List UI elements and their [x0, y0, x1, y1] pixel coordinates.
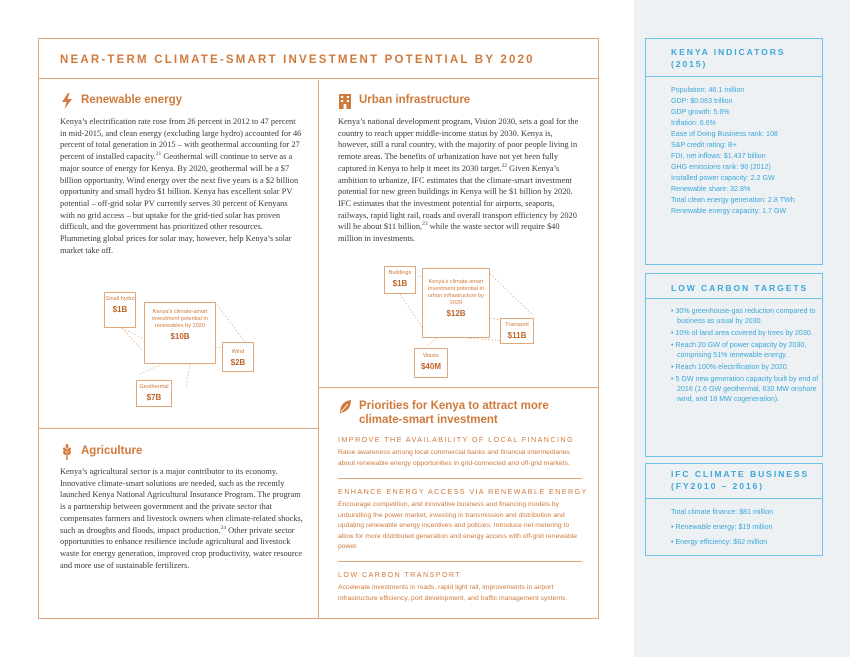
renewable-text-part2: Geothermal will continue to serve as a major source of energy for Kenya. By 2020, geothermal will be a $7 billion opportunity. Wind energy over the next five years is a $2 billion opportunity and small hydro $1 billion. Kenya has excellent solar PV potential – off-grid solar PV currently serves 30 percent of Kenyans with no grid access – but uptake for the grid-tied solar has proven difficult, and the government has prioritized other resources. Plummeting global prices for solar may, however, help Kenya’s solar market take off.	[60, 152, 299, 255]
priority-divider	[338, 478, 582, 479]
lightning-icon	[60, 93, 74, 109]
waste-box	[414, 348, 448, 378]
ifc-item: • Renewable energy: $19 million	[671, 523, 773, 531]
renewable-total-value: $10B	[170, 332, 190, 341]
agriculture-text	[60, 466, 304, 571]
small-hydro-label: Small hydro	[105, 296, 135, 302]
indicator-item: Renewable energy capacity: 1.7 GW	[671, 207, 787, 215]
indicator-item: Ease of Doing Business rank: 108	[671, 130, 778, 138]
renewable-title: Renewable energy	[81, 94, 182, 106]
agriculture-text-part1: Kenya’s agricultural sector is a major contributor to its economy. Innovative climate-smart solutions are needed, such as the recently launched Kenya National Agricultural Insurance Program. The program is a partnership between government and the private sector that compensates farmers and livestock owners when climate-related shocks, such as droughts and floods, impact production.	[60, 467, 303, 535]
small-hydro-box	[104, 292, 136, 328]
buildings-box	[384, 266, 416, 294]
indicators-list	[671, 85, 795, 217]
urban-text-part2: Given Kenya’s ambition to urbanize, IFC estimates that the climate-smart investment potential for new green buildings in Kenya will be $1 billion by 2020. IFC estimates that the investment potential for airports, seaports, railways, rapid light rail, roads and overall transport efficiency by 2020 will be about $11 billion,	[338, 163, 577, 232]
priority-text: Raise awareness among local commercial banks and financial intermediaries about renewable energy opportunities in grid-connected and off-grid markets.	[338, 449, 570, 467]
waste-label: Waste	[423, 353, 439, 359]
footnote-ref[interactable]: 24	[220, 524, 226, 531]
renewable-agriculture-divider	[39, 428, 318, 429]
column-divider	[318, 80, 319, 618]
urban-text	[338, 116, 584, 245]
small-hydro-value: $1B	[112, 305, 128, 314]
urban-title: Urban infrastructure	[359, 94, 471, 106]
indicators-title: KENYA INDICATORS (2015)	[671, 47, 786, 69]
transport-label: Transport	[505, 322, 529, 328]
targets-list	[671, 306, 821, 404]
priority-text: Encourage competition, and innovative business and financing models by unbundling the power market, investing in transmission and distribution and updating renewable energy incentives and policies. Introduce net metering to allow for more distributed generation and energy access with off-grid renewable power.	[338, 501, 578, 550]
priority-text: Accelerate investments in roads, rapid light rail, improvements in airport infrastructure efficiency, port development, and traffic management systems.	[338, 584, 568, 602]
priority-heading: ENHANCE ENERGY ACCESS VIA RENEWABLE ENERGY	[338, 487, 588, 496]
wind-label: Wind	[231, 349, 245, 355]
indicator-item: Population: 46.1 million	[671, 86, 745, 94]
targets-divider	[645, 298, 823, 299]
target-item: • Reach 20 GW of power capacity by 2030, comprising 51% renewable energy.	[671, 341, 807, 359]
indicator-item: GHG emissions rank: 90 (2012)	[671, 163, 771, 171]
ifc-list	[671, 507, 773, 548]
urban-total-value: $12B	[446, 309, 466, 318]
ifc-item: • Energy efficiency: $62 million	[671, 538, 768, 546]
footnote-ref[interactable]: 23	[422, 221, 428, 228]
building-icon	[338, 93, 352, 109]
agriculture-title: Agriculture	[81, 445, 143, 457]
priority-divider	[338, 561, 582, 562]
renewable-total-label: Kenya’s climate-smart investment potential in renewables by 2020	[152, 309, 208, 329]
main-title: NEAR-TERM CLIMATE-SMART INVESTMENT POTENTIAL BY 2020	[60, 54, 535, 66]
urban-text-part1: Kenya’s national development program, Vision 2030, sets a goal for the country to reach upper middle-income status by 2030. Kenya is, however, still a rural country, with the majority of poor people living in remote areas. The benefits of urbanization have not yet been fully captured in Kenya to help it meet its 2030 target.	[338, 117, 579, 173]
target-item: • 10% of land area covered by trees by 2030.	[671, 329, 813, 337]
indicator-item: Renewable share: 32.8%	[671, 185, 751, 193]
wheat-icon	[60, 444, 74, 460]
renewable-total-box	[144, 302, 216, 364]
indicator-item: GDP: $0.063 trillion	[671, 97, 733, 105]
agriculture-text-part2: Other private sector opportunities to enhance resilience include agricultural and livestock waste for energy generation, improved crop productivity, water resource and more use of sustainable fertilizers.	[60, 525, 303, 570]
indicator-item: GDP growth: 5.6%	[671, 108, 730, 116]
title-divider	[39, 78, 598, 79]
renewable-diagram	[100, 290, 260, 408]
footnote-ref[interactable]: 22	[501, 163, 508, 170]
urban-total-label: Kenya’s climate-smart investment potential in urban infrastructure by 2020	[428, 279, 484, 306]
geothermal-label: Geothermal	[139, 384, 169, 390]
renewable-text-part1: Kenya’s electrification rate rose from 26 percent in 2012 to 47 percent in mid-2015, and clean energy (excluding large hydro) accounted for 46 percent of total generation in 2015 – with geothermal accounting for 27 percent of installed capacity.	[60, 117, 302, 162]
urban-diagram	[382, 264, 538, 380]
urban-total-box	[422, 268, 490, 338]
ifc-divider	[645, 498, 823, 499]
urban-heading	[338, 93, 470, 109]
waste-value: $40M	[420, 362, 441, 371]
footnote-ref[interactable]: 21	[155, 151, 162, 158]
indicator-item: S&P credit rating: B+	[671, 141, 737, 149]
buildings-label: Buildings	[388, 270, 412, 276]
indicator-item: Total clean energy generation: 2.8 TWh	[671, 196, 795, 204]
indicator-item: Installed power capacity: 2.2 GW	[671, 174, 775, 182]
indicator-item: Inflation: 6.6%	[671, 119, 716, 127]
buildings-value: $1B	[392, 279, 408, 288]
targets-title: LOW CARBON TARGETS	[671, 283, 809, 293]
agriculture-heading	[60, 444, 142, 460]
wind-value: $2B	[230, 358, 246, 367]
priorities-heading	[338, 399, 588, 427]
renewable-text	[60, 116, 304, 256]
urban-priorities-divider	[319, 387, 598, 388]
renewable-heading	[60, 93, 182, 109]
priorities-title: Priorities for Kenya to attract more climate-smart investment	[359, 400, 549, 426]
indicator-item: FDI, net inflows: $1.437 billion	[671, 152, 766, 160]
geothermal-value: $7B	[146, 393, 162, 402]
target-item: • 5 GW new generation capacity built by end of 2016 (1.6 GW geothermal, 630 MW onshore wind, and 18 MW cogeneration).	[671, 375, 819, 403]
transport-value: $11B	[507, 331, 527, 340]
ifc-total: Total climate finance: $81 million	[671, 508, 774, 516]
leaf-icon	[338, 399, 352, 415]
ifc-title: IFC CLIMATE BUSINESS (FY2010 – 2016)	[671, 469, 810, 491]
target-item: • Reach 100% electrification by 2020.	[671, 363, 789, 371]
target-item: • 30% greenhouse-gas reduction compared to business as usual by 2030.	[671, 307, 816, 325]
urban-text-part3: while the waste sector will require $40 million in investments.	[338, 222, 560, 244]
indicators-divider	[645, 76, 823, 77]
geothermal-box	[136, 380, 172, 407]
wind-box	[222, 342, 254, 372]
priority-heading: LOW CARBON TRANSPORT	[338, 570, 462, 579]
priority-heading: IMPROVE THE AVAILABILITY OF LOCAL FINANCING	[338, 435, 574, 444]
transport-box	[500, 318, 534, 344]
